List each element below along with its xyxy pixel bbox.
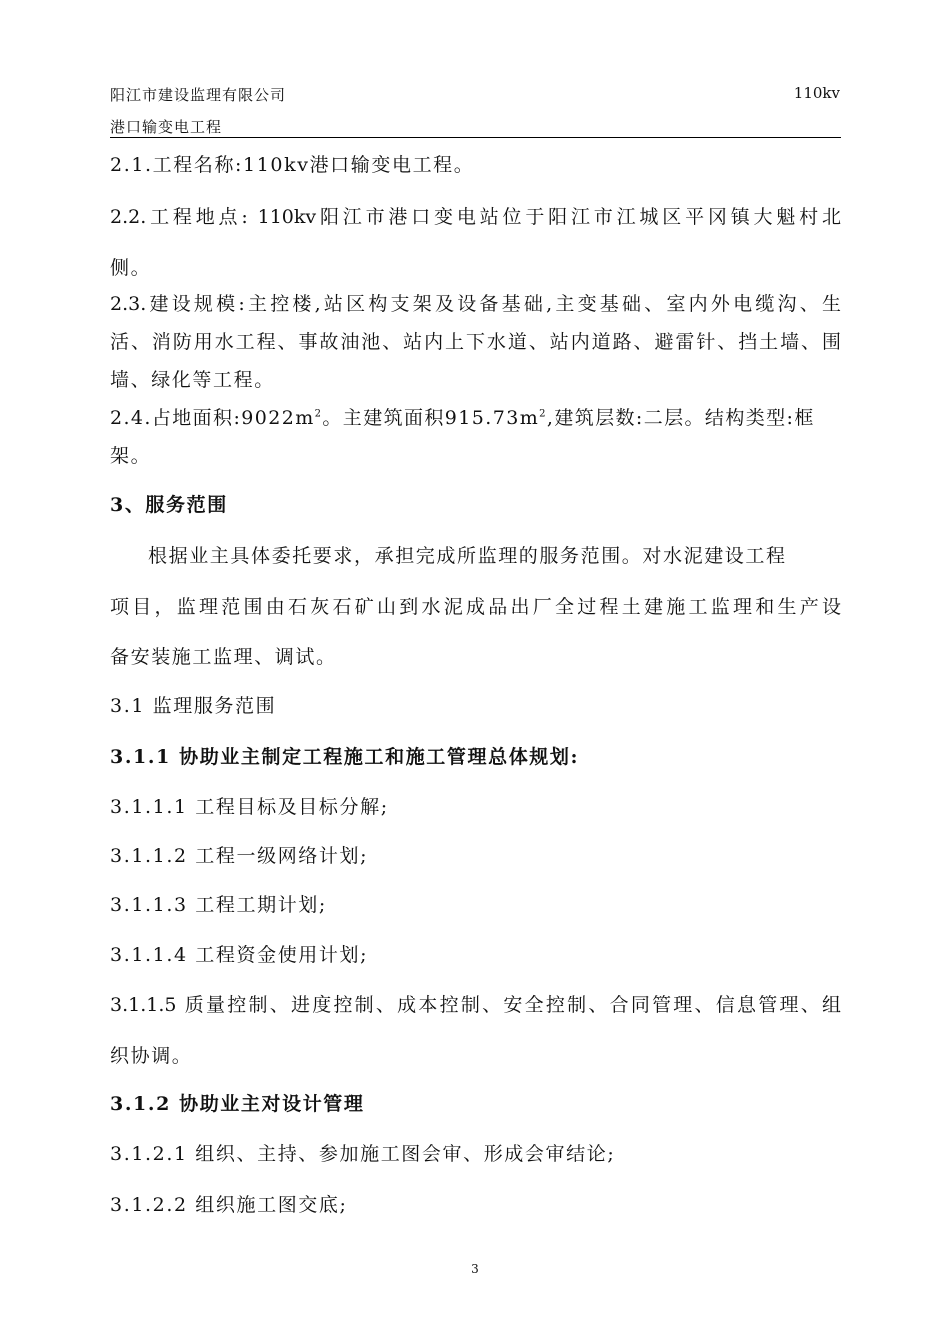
section-3-1-1: 3.1.1 协助业主制定工程施工和施工管理总体规划:	[110, 746, 580, 768]
line-scale-cont1: 活、消防用水工程、事故油池、站内上下水道、站内道路、避雷针、挡土墙、围	[110, 331, 841, 353]
heading-service-scope: 3、服务范围	[110, 494, 228, 516]
item-3-1-2-1: 3.1.2.1 组织、主持、参加施工图会审、形成会审结论;	[110, 1143, 616, 1165]
page-number: 3	[471, 1262, 479, 1276]
item-3-1-1-5-cont: 织协调。	[110, 1045, 193, 1067]
line-scale: 2.3.建设规模:主控楼,站区构支架及设备基础,主变基础、室内外电缆沟、生	[110, 293, 841, 315]
line-location-cont: 侧。	[110, 257, 152, 279]
area-text-b: 。主建筑面积915.73m	[322, 407, 540, 429]
item-3-1-1-5: 3.1.1.5 质量控制、进度控制、成本控制、安全控制、合同管理、信息管理、组	[110, 994, 841, 1016]
area-sup-2: 2	[539, 408, 547, 420]
area-text-c: ,建筑层数:二层。结构类型:框	[546, 407, 815, 429]
item-3-1-1-2: 3.1.1.2 工程一级网络计划;	[110, 845, 369, 867]
area-text-a: 2.4.占地面积:9022m	[110, 407, 315, 429]
area-sup-1: 2	[314, 408, 323, 420]
header-company: 阳江市建设监理有限公司	[110, 86, 287, 104]
section-3-1: 3.1 监理服务范围	[110, 695, 277, 717]
line-project-name: 2.1.工程名称:110kv港口输变电工程。	[110, 154, 475, 176]
para-line-3: 备安装施工监理、调试。	[110, 646, 337, 668]
line-area	[110, 403, 815, 430]
line-area-cont: 架。	[110, 445, 152, 467]
para-line-1: 根据业主具体委托要求，承担完成所监理的服务范围。对水泥建设工程	[148, 545, 787, 567]
header-rule	[110, 137, 841, 138]
line-scale-cont2: 墙、绿化等工程。	[110, 369, 275, 391]
item-3-1-1-1: 3.1.1.1 工程目标及目标分解;	[110, 796, 389, 818]
item-3-1-1-4: 3.1.1.4 工程资金使用计划;	[110, 944, 369, 966]
para-line-2: 项目，监理范围由石灰石矿山到水泥成品出厂全过程土建施工监理和生产设	[110, 596, 841, 618]
item-3-1-2-2: 3.1.2.2 组织施工图交底;	[110, 1194, 348, 1216]
line-project-location: 2.2.工程地点: 110kv阳江市港口变电站位于阳江市江城区平冈镇大魁村北	[110, 206, 841, 228]
section-3-1-2: 3.1.2 协助业主对设计管理	[110, 1093, 365, 1115]
header-project: 港口输变电工程	[110, 118, 223, 136]
header-code: 110kv	[793, 84, 840, 102]
item-3-1-1-3: 3.1.1.3 工程工期计划;	[110, 894, 327, 916]
